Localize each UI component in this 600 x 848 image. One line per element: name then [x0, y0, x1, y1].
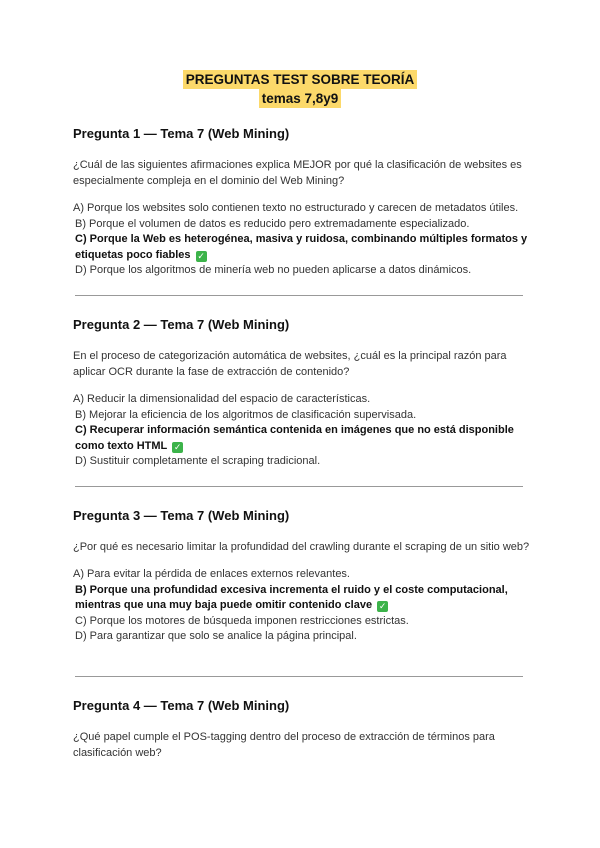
question-4: [73, 697, 533, 773]
question-text: ¿Qué papel cumple el POS-tagging dentro del proceso de extracción de términos para clasificación web?: [73, 731, 495, 759]
option-b: B) Mejorar la eficiencia de los algoritmos de clasificación supervisada.: [75, 408, 417, 421]
check-mark-icon: ✓: [378, 601, 387, 611]
question-heading: Pregunta 3 — Tema 7 (Web Mining): [73, 508, 290, 523]
option-c: C) Porque los motores de búsqueda imponen restricciones estrictas.: [75, 614, 409, 627]
divider: [75, 486, 523, 487]
option-b: B) Porque el volumen de datos es reducido pero extremadamente especializado.: [75, 217, 470, 230]
document-title: [0, 70, 600, 108]
question-text: ¿Por qué es necesario limitar la profundidad del crawling durante el scraping de un sitio web?: [73, 541, 530, 553]
options-list: [73, 567, 533, 645]
question-heading: Pregunta 2 — Tema 7 (Web Mining): [73, 317, 290, 332]
question-3: [73, 507, 533, 645]
option-a: A) Para evitar la pérdida de enlaces externos relevantes.: [73, 568, 350, 580]
option-d: D) Sustituir completamente el scraping tradicional.: [75, 455, 321, 467]
check-mark-icon: ✓: [173, 441, 182, 452]
option-b-correct: [73, 583, 533, 614]
option-c-text: C) Porque la Web es heterogénea, masiva y ruidosa, combinando múltiples formatos y etiquetas poco fiables: [75, 233, 528, 261]
divider: [75, 295, 523, 296]
option-b-text: B) Porque una profundidad excesiva incrementa el ruido y el coste computacional, mientras que una muy baja puede omitir contenido clave: [75, 583, 508, 611]
check-mark-icon: ✓: [197, 250, 205, 261]
question-heading: Pregunta 1 — Tema 7 (Web Mining): [73, 126, 290, 141]
title-line-1: PREGUNTAS TEST SOBRE TEORÍA: [183, 70, 418, 89]
option-d: D) Para garantizar que solo se analice la página principal.: [75, 630, 357, 642]
question-text: En el proceso de categorización automática de websites, ¿cuál es la principal razón para aplicar OCR durante la fase de extracción de contenido?: [73, 350, 507, 378]
option-d: D) Porque los algoritmos de minería web no pueden aplicarse a datos dinámicos.: [75, 264, 472, 276]
question-text: ¿Cuál de las siguientes afirmaciones explica MEJOR por qué la clasificación de websites es especialmente compleja en el dominio del Web Mining?: [73, 159, 522, 187]
question-1: [73, 125, 533, 279]
question-2: [73, 316, 533, 470]
option-c-correct: [73, 423, 533, 454]
divider: [75, 676, 523, 677]
options-list: [73, 201, 533, 279]
option-c-text: C) Recuperar información semántica contenida en imágenes que no está disponible como texto HTML: [75, 424, 514, 452]
option-a: A) Reducir la dimensionalidad del espacio de características.: [73, 393, 371, 405]
options-list: [73, 392, 533, 470]
option-c-correct: [73, 232, 533, 263]
title-line-2: temas 7,8y9: [259, 89, 342, 108]
option-a: A) Porque los websites solo contienen texto no estructurado y carecen de metadatos útiles.: [73, 202, 519, 214]
question-heading: Pregunta 4 — Tema 7 (Web Mining): [73, 698, 290, 713]
